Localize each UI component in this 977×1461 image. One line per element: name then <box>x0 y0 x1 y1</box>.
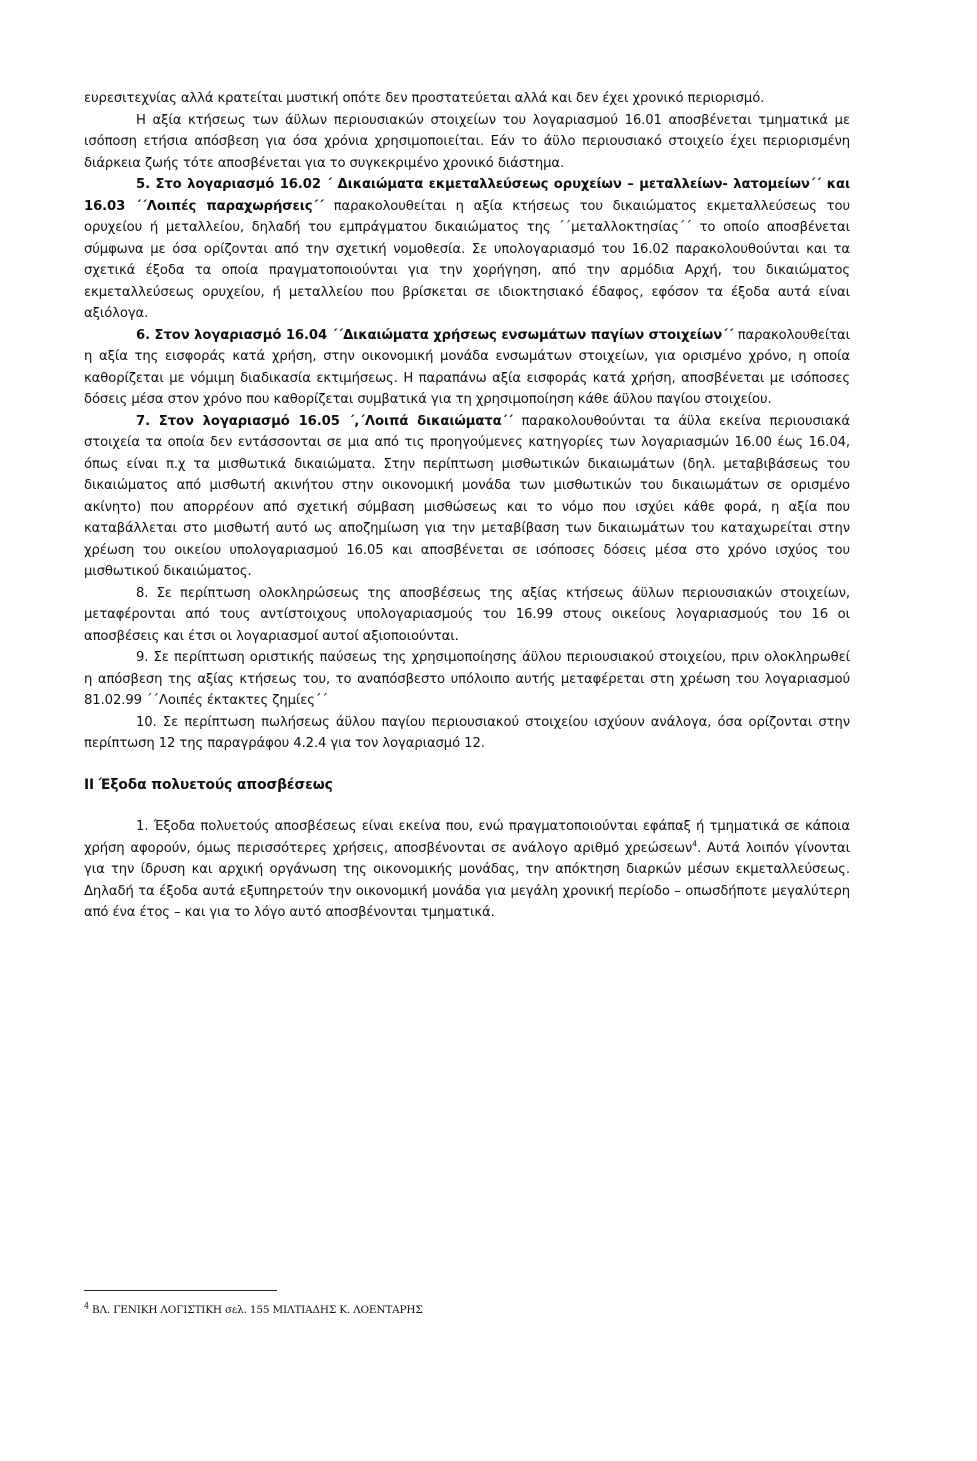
paragraph-amortization: Η αξία κτήσεως των άϋλων περιουσιακών στοιχείων του λογαριασμού 16.01 αποσβένεται τμηματικά με ισόποση ετήσια απόσβεση για όσα χρόνια χρησιμοποιείται. Εάν το άϋλο περιουσιακό στοιχείο έχει περιορισμένη διάρκεια ζωής τότε αποσβένεται για το συγκεκριμένο χρονικό διάστημα. <box>84 112 850 171</box>
section-2-text-a: 1. Έξοδα πολυετούς αποσβέσεως είναι εκείνα που, ενώ πραγματοποιούνται εφάπαξ ή τμηματικά σε κάποια χρήση αφορούν, όμως περισσότερες χρήσεις, αποσβένονται σε ανάλογο αριθμό χρεώσεων <box>84 819 850 856</box>
footnote-text: ΒΛ. ΓΕΝΙΚΗ ΛΟΓΙΣΤΙΚΗ σελ. 155 ΜΙΛΤΙΑΔΗΣ Κ. ΛΟΕΝΤΑΡΗΣ <box>88 1304 423 1316</box>
footnote-divider <box>84 1290 277 1291</box>
item-5-title: 5. Στο λογαριασμό 16.02 ΄ Δικαιώματα εκμεταλλεύσεως ορυχείων – μεταλλείων- λατομείων΄΄ και 16.03 ΄΄Λοιπές παραχωρήσεις΄΄ <box>84 177 850 214</box>
item-7-text: παρακολουθούνται τα άϋλα εκείνα περιουσιακά στοιχεία τα οποία δεν εντάσσονται σε μια από τις προηγούμενες κατηγορίες των λογαριασμών 16.00 έως 16.04, όπως είναι π.χ τα μισθωτικά δικαιώματα. Στην περίπτωση μισθωτικών δικαιωμάτων (δηλ. μεταβιβάσεως του δικαιώματος από μισθωτή ακινήτου στην οικονομική μονάδα των μισθωτικών του δικαιωμάτων σε ορισμένο ακίνητο) που απορρέουν από σχετική σύμβαση μισθώσεως και το νόμο που ισχύει κάθε φορά, η αξία που καταβάλλεται στο μισθωτή αυτό ως αποζημίωση για την μεταβίβαση των δικαιωμάτων του καταχωρείται στην χρέωση του οικείου υπολογαριασμού 16.05 και αποσβένεται σε ισόποσες δόσεις μέσα στο χρόνο ισχύος του μισθωτικού δικαιώματος. <box>84 413 850 579</box>
section-2-text-b: . Αυτά λοιπόν γίνονται για την ίδρυση και αρχική οργάνωση της οικονομικής μονάδας, την απόκτηση διαρκών μέσων εκμεταλλεύσεως. Δηλαδή τα έξοδα αυτά εξυπηρετούν την οικονομική μονάδα για μεγάλη χρονική περίοδο – οπωσδήποτε μεγαλύτερη από ένα έτος – και για το λόγο αυτό αποσβένονται τμηματικά. <box>84 840 850 920</box>
section-heading: ΙΙ Έξοδα πολυετούς αποσβέσεως <box>84 776 333 793</box>
item-7-title: 7. Στον λογαριασμό 16.05 ΄,΄Λοιπά δικαιώματα΄΄ <box>136 413 514 429</box>
paragraph-section-2-item-1 <box>84 816 850 924</box>
paragraph-item-7 <box>84 411 850 583</box>
footnote-reference: 4 <box>692 839 698 849</box>
footnote-mark: 4 <box>84 1301 89 1311</box>
paragraph-item-8: 8. Σε περίπτωση ολοκληρώσεως της αποσβέσεως της αξίας κτήσεως άϋλων περιουσιακών στοιχείων, μεταφέρονται από τους αντίστοιχους υπολογαριασμούς του 16.99 στους οικείους λογαριασμούς του 16 οι αποσβέσεις και έτσι οι λογαριασμοί αυτοί αξιοποιούνται. <box>84 585 850 644</box>
paragraph-item-9: 9. Σε περίπτωση οριστικής παύσεως της χρησιμοποίησης άϋλου περιουσιακού στοιχείου, πριν ολοκληρωθεί η απόσβεση της αξίας κτήσεως του, το αναπόσβεστο υπόλοιπο αυτής μεταφέρεται στη χρέωση του λογαριασμού 81.02.99 ΄΄Λοιπές έκτακτες ζημίες΄΄ <box>84 650 850 708</box>
item-6-title: 6. Στον λογαριασμό 16.04 ΄΄Δικαιώματα χρήσεως ενσωμάτων παγίων στοιχείων΄΄ <box>136 327 734 343</box>
paragraph-item-6 <box>84 325 850 411</box>
paragraph-item-5 <box>84 174 850 325</box>
paragraph-intro-continuation: ευρεσιτεχνίας αλλά κρατείται μυστική οπότε δεν προστατεύεται αλλά και δεν έχει χρονικό περιορισμό. <box>84 91 765 106</box>
document-body <box>84 88 850 924</box>
item-6-text: παρακολουθείται η αξία της εισφοράς κατά χρήση, στην οικονομική μονάδα ενσωμάτων στοιχείων, για ορισμένο χρόνο, η οποία καθορίζεται με νόμιμη διαδικασία εκτιμήσεως. Η παραπάνω αξία εισφοράς κατά χρήση, αποσβένεται με ισόποσες δόσεις μέσα στον χρόνο που καθορίζεται συμβατικά για τη χρησιμοποίηση κάθε άϋλου παγίου στοιχείου. <box>84 327 851 407</box>
paragraph-item-10: 10. Σε περίπτωση πωλήσεως άϋλου παγίου περιουσιακού στοιχείου ισχύουν ανάλογα, όσα ορίζονται στην περίπτωση 12 της παραγράφου 4.2.4 για τον λογαριασμό 12. <box>84 714 850 751</box>
item-5-text: παρακολουθείται η αξία κτήσεως του δικαιώματος εκμεταλλεύσεως του ορυχείου ή μεταλλείου, δηλαδή του εμπράγματου δικαιώματος της ΄΄μεταλλοκτησίας΄΄ το οποίο αποσβένεται σύμφωνα με όσα ορίζονται από την σχετική νομοθεσία. Σε υπολογαριασμό του 16.02 παρακολουθούνται και τα σχετικά έξοδα τα οποία πραγματοποιούνται για την χορήγηση, από την αρμόδια Αρχή, του δικαιώματος εκμεταλλεύσεως ορυχείου, ή μεταλλείου που βρίσκεται σε ιδιοκτησιακό έδαφος, εφόσον τα έξοδα αυτά είναι αξιόλογα. <box>84 198 850 321</box>
footnote <box>84 1303 844 1317</box>
